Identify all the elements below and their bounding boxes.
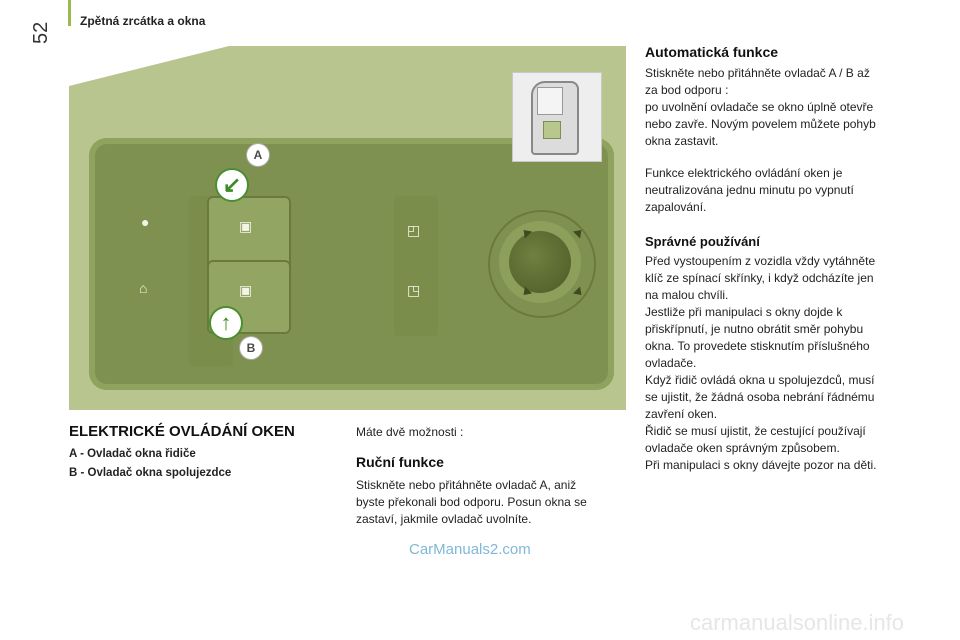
text-line: Při manipulaci s okny dávejte pozor na děti. [645, 458, 877, 472]
arrow-down-icon: ↙ [215, 168, 249, 202]
section-title: ELEKTRICKÉ OVLÁDÁNÍ OKEN [69, 423, 295, 440]
text-line: se ujistit, že žádná osoba nebrání řádnému [645, 390, 875, 404]
window-icon: ◰ [407, 222, 421, 238]
auto-body [645, 65, 915, 150]
child-lock-icon: ⌂ [139, 280, 148, 296]
text-line: na malou chvíli. [645, 288, 729, 302]
marker-a: A [247, 144, 269, 166]
page-number: 52 [30, 21, 52, 44]
text-line: zavření oken. [645, 407, 718, 421]
auto-body-2 [645, 165, 915, 216]
text-line: klíč ze spínací skřínky, i když odcházíte jen [645, 271, 874, 285]
text-line: po uvolnění ovladače se okno úplně otevře [645, 100, 874, 114]
running-head: Zpětná zrcátka a okna [80, 14, 206, 28]
background-corner [69, 46, 229, 86]
window-icon: ▣ [239, 282, 253, 298]
marker-b: B [240, 337, 262, 359]
mirror-joystick-icon [509, 231, 571, 293]
text-line: za bod odporu : [645, 83, 729, 97]
switch-location-highlight [543, 121, 561, 139]
window-icon: ▣ [239, 218, 253, 234]
vehicle-window [537, 87, 563, 115]
text-line: byste překonali bod odporu. Posun okna se [356, 495, 587, 509]
text-line: neutralizována jednu minutu po vypnutí [645, 183, 854, 197]
text-line: Před vystoupením z vozidla vždy vytáhněte [645, 254, 876, 268]
text-line: zapalování. [645, 200, 707, 214]
side-rule [68, 0, 71, 26]
right-switch-strip [394, 196, 438, 336]
text-line: ovladače oken správným způsobem. [645, 441, 840, 455]
legend-b: B - Ovladač okna spolujezdce [69, 467, 232, 479]
window-icon: ◳ [407, 282, 421, 298]
window-switch-illustration [69, 46, 626, 410]
text-line: přiskřípnutí, je nutno obrátit směr pohybu [645, 322, 864, 336]
watermark-carmanuals: CarManuals2.com [409, 541, 531, 558]
arrow-up-icon: ↑ [209, 306, 243, 340]
text-line: Když řidič ovládá okna u spolujezdců, musí [645, 373, 875, 387]
manual-body [356, 477, 626, 528]
text-line: Stiskněte nebo přitáhněte ovladač A / B až [645, 66, 870, 80]
text-line: ovladače. [645, 356, 697, 370]
proper-use-heading: Správné používání [645, 234, 760, 249]
text-line: nebo zavře. Novým povelem můžete pohyb [645, 117, 876, 131]
text-line: Funkce elektrického ovládání oken je [645, 166, 843, 180]
text-line: Řidič se musí ujistit, že cestující používají [645, 424, 866, 438]
auto-heading: Automatická funkce [645, 44, 779, 60]
proper-use-body [645, 253, 915, 474]
vehicle-inset [512, 72, 602, 162]
choices-intro: Máte dvě možnosti : [356, 425, 464, 439]
text-line: Stiskněte nebo přitáhněte ovladač A, aniž [356, 478, 577, 492]
watermark-online: carmanualsonline.info [690, 610, 905, 635]
manual-heading: Ruční funkce [356, 454, 444, 470]
text-line: zastaví, jakmile ovladač uvolníte. [356, 512, 532, 526]
text-line: okna zastavit. [645, 134, 719, 148]
text-line: okna. To provedete stisknutím příslušného [645, 339, 870, 353]
text-line: Jestliže při manipulaci s okny dojde k [645, 305, 843, 319]
legend-a: A - Ovladač okna řidiče [69, 448, 196, 460]
child-lock-icon: ● [141, 214, 150, 230]
